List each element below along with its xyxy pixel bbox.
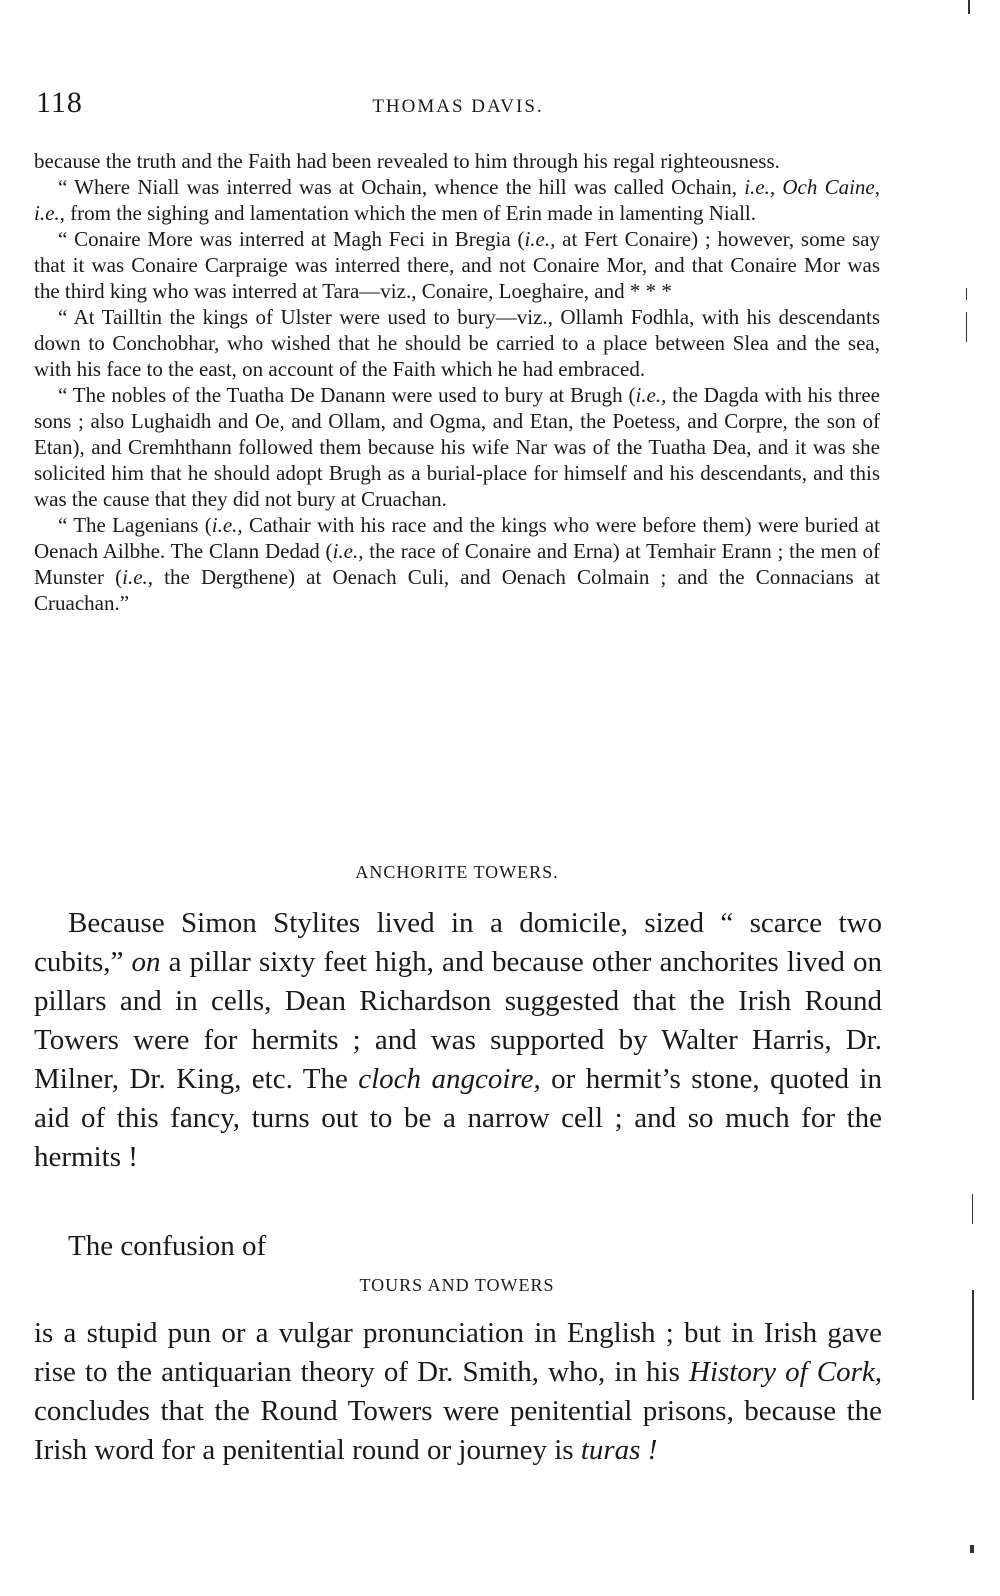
- margin-mark: [966, 312, 967, 342]
- running-title: THOMAS DAVIS.: [372, 96, 544, 117]
- body-paragraph: is a stupid pun or a vulgar pronunciation in English ; but in Irish gave rise to the antiquarian theory of Dr. Smith, who, in his History of Cork, concludes that the Round Towers were penitential prisons, because the Irish word for a penitential round or journey is turas !: [34, 1317, 882, 1466]
- quote-paragraph: because the truth and the Faith had been revealed to him through his regal righteousness.: [34, 149, 780, 173]
- quote-paragraph: “ The Lagenians (i.e., Cathair with his race and the kings who were before them) were buried at Oenach Ailbhe. The Clann Dedad (i.e., the race of Conaire and Erna) at Temhair Erann ; the men of Munster (i.e., the Dergthene) at Oenach Culi, and Oenach Colmain ; and the Connacians at Cruachan.”: [34, 513, 880, 615]
- margin-mark: [966, 288, 967, 300]
- body-paragraph-lead: The confusion of: [68, 1230, 267, 1262]
- margin-mark: [970, 1545, 974, 1553]
- quote-paragraph: “ Where Niall was interred was at Ochain, whence the hill was called Ochain, i.e., Och Caine, i.e., from the sighing and lamentation which the men of Erin made in lamenting Niall.: [34, 175, 880, 225]
- section-heading: ANCHORITE TOWERS.: [355, 862, 559, 882]
- quote-paragraph: “ Conaire More was interred at Magh Feci in Bregia (i.e., at Fert Conaire) ; however, some say that it was Conaire Carpraige was interred there, and not Conaire Mor, and that Conaire Mor was the third king who was interred at Tara—viz., Conaire, Loeghaire, and * * *: [34, 227, 880, 303]
- page-header: [36, 86, 880, 126]
- body-paragraph: Because Simon Stylites lived in a domicile, sized “ scarce two cubits,” on a pillar sixty feet high, and because other anchorites lived on pillars and in cells, Dean Richardson suggested that the Irish Round Towers were for hermits ; and was supported by Walter Harris, Dr. Milner, Dr. King, etc. The cloch angcoire, or hermit’s stone, quoted in aid of this fancy, turns out to be a narrow cell ; and so much for the hermits !: [34, 907, 882, 1173]
- margin-mark: [968, 0, 970, 14]
- quote-paragraph: “ At Tailltin the kings of Ulster were used to bury—viz., Ollamh Fodhla, with his descendants down to Conchobhar, who wished that he should be carried to a place between Slea and the sea, with his face to the east, on account of the Faith which he had embraced.: [34, 305, 880, 381]
- margin-mark: [972, 1194, 973, 1224]
- quote-paragraph: “ The nobles of the Tuatha De Danann were used to bury at Brugh (i.e., the Dagda with his three sons ; also Lughaidh and Oe, and Ollam, and Ogma, and Etan, the Poetess, and Corpre, the son of Etan), and Cremhthann followed them because his wife Nar was of the Tuatha Dea, and it was she solicited him that he should adopt Brugh as a burial-place for himself and his descendants, and this was the cause that they did not bury at Cruachan.: [34, 383, 880, 511]
- quoted-passage: [34, 148, 880, 616]
- page-number: 118: [36, 86, 83, 119]
- sub-heading: TOURS AND TOWERS: [359, 1275, 555, 1295]
- margin-mark: [972, 1290, 974, 1400]
